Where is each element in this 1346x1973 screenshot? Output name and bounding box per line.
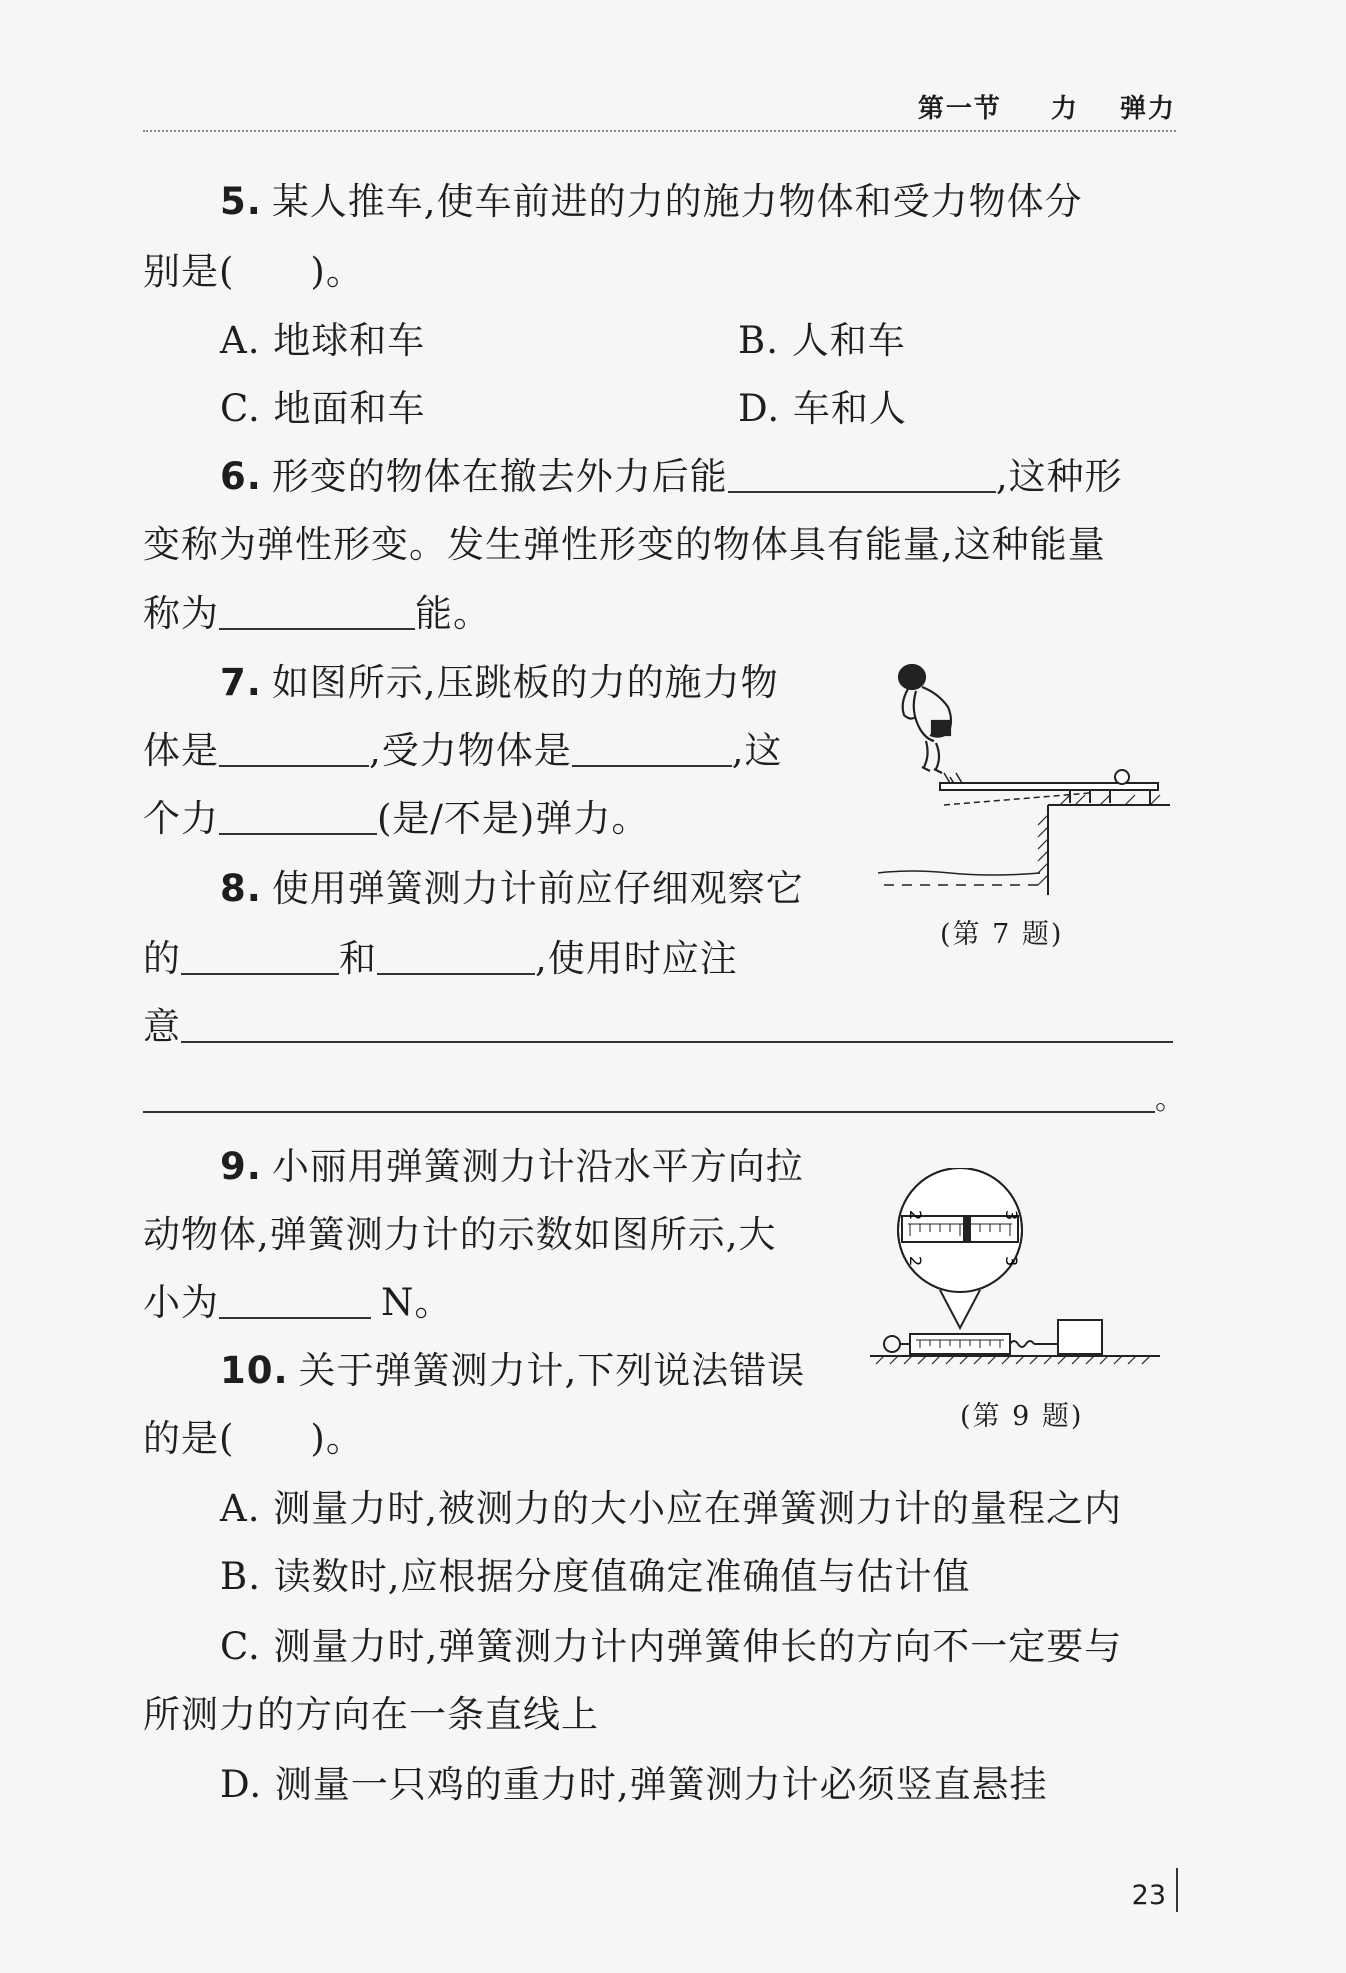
q5-option-b: B. 人和车 — [738, 319, 906, 362]
q7-text1: 如图所示,压跳板的力的施力物 — [271, 661, 779, 704]
pool-platform — [1038, 795, 1170, 895]
q10-option-c-line2: 所测力的方向在一条直线上 — [143, 1693, 599, 1736]
q9-blank1[interactable] — [219, 1287, 371, 1319]
header-title-a: 力 — [1050, 94, 1079, 124]
q9-text3b: N。 — [381, 1281, 453, 1324]
page-number-bar — [1176, 1868, 1178, 1912]
q7-text2a: 体是 — [143, 729, 219, 772]
page-number: 23 — [1131, 1880, 1166, 1911]
q5-option-a: A. 地球和车 — [220, 319, 426, 362]
q10-text1: 关于弹簧测力计,下列说法错误 — [298, 1349, 806, 1392]
scale-label-2-bottom: 2 — [906, 1256, 925, 1267]
q10-option-d: D. 测量一只鸡的重力时,弹簧测力计必须竖直悬挂 — [220, 1763, 1048, 1806]
q5-number: 5. — [220, 180, 262, 223]
running-header — [918, 88, 1176, 125]
spring-scale — [884, 1334, 1058, 1354]
q7-blank3[interactable] — [219, 803, 377, 835]
q9-figure-caption: (第 9 题) — [960, 1401, 1084, 1432]
q8-line2 — [143, 937, 738, 980]
q9-number: 9. — [220, 1145, 262, 1188]
q7-blank1[interactable] — [219, 735, 369, 767]
q10-line2: 的是( )。 — [143, 1417, 364, 1460]
q10-option-b: B. 读数时,应根据分度值确定准确值与估计值 — [220, 1555, 971, 1598]
q5-line2: 别是( )。 — [143, 250, 364, 293]
q8-line1 — [220, 867, 804, 910]
diver-icon — [899, 665, 962, 787]
q9-text1: 小丽用弹簧测力计沿水平方向拉 — [271, 1145, 804, 1188]
q7-line2 — [143, 729, 783, 772]
q7-text3a: 个力 — [143, 797, 219, 840]
scale-label-3-bottom: 3 — [1002, 1256, 1021, 1267]
q10-option-c-line1: C. 测量力时,弹簧测力计内弹簧伸长的方向不一定要与 — [220, 1625, 1123, 1668]
scale-label-2-top: 2 — [906, 1210, 925, 1221]
q7-text2b: ,受力物体是 — [369, 729, 572, 772]
q8-text3: 意 — [143, 1005, 181, 1048]
q8-text4: 。 — [1155, 1082, 1186, 1117]
q7-line3 — [143, 797, 650, 840]
q6-line2: 变称为弹性形变。发生弹性形变的物体具有能量,这种能量 — [143, 523, 1106, 566]
q9-line2: 动物体,弹簧测力计的示数如图所示,大 — [143, 1213, 777, 1256]
water-lines — [878, 871, 1040, 885]
springboard — [940, 770, 1158, 805]
q5-option-d: D. 车和人 — [738, 387, 907, 430]
q8-text2b: 和 — [339, 937, 377, 980]
q7-figure-caption: (第 7 题) — [940, 919, 1064, 950]
q6-text1b: ,这种形 — [995, 455, 1123, 498]
q8-line3 — [143, 1005, 1173, 1048]
q10-line1 — [220, 1349, 806, 1392]
header-dotted-rule — [143, 130, 1176, 132]
q8-text2a: 的 — [143, 937, 181, 980]
q10-option-a: A. 测量力时,被测力的大小应在弹簧测力计的量程之内 — [220, 1487, 1123, 1530]
q7-text2c: ,这 — [731, 729, 783, 772]
q10-number: 10. — [220, 1349, 289, 1392]
q7-blank2[interactable] — [572, 735, 732, 767]
q8-blank1[interactable] — [181, 943, 339, 975]
q6-text1a: 形变的物体在撤去外力后能 — [271, 455, 728, 498]
q8-blank3[interactable] — [181, 1011, 1173, 1043]
header-section: 第一节 — [917, 94, 1002, 124]
q5-stem1: 某人推车,使车前进的力的施力物体和受力物体分 — [271, 180, 1083, 223]
q8-text1: 使用弹簧测力计前应仔细观察它 — [271, 867, 804, 910]
q8-number: 8. — [220, 867, 262, 910]
q6-line3 — [143, 592, 491, 635]
scale-label-3-top: 3 — [1002, 1210, 1021, 1221]
q6-blank1[interactable] — [728, 461, 996, 493]
q9-text3a: 小为 — [143, 1281, 219, 1324]
q8-blank4[interactable] — [143, 1081, 1155, 1113]
q6-text3a: 称为 — [143, 592, 219, 635]
q9-line3 — [143, 1281, 453, 1324]
q7-diving-board-figure — [870, 655, 1180, 895]
q7-line1 — [220, 661, 779, 704]
q6-number: 6. — [220, 455, 262, 498]
q7-text3b: (是/不是)弹力。 — [377, 797, 650, 840]
q6-line1 — [220, 455, 1123, 498]
block-object — [1058, 1320, 1102, 1354]
q5-line1 — [220, 180, 1083, 223]
q6-text3b: 能。 — [415, 592, 491, 635]
q6-blank2[interactable] — [219, 598, 415, 630]
magnifier-callout — [898, 1168, 1022, 1328]
q9-line1 — [220, 1145, 804, 1188]
q8-line4 — [143, 1078, 1186, 1115]
q9-spring-scale-figure — [870, 1168, 1170, 1388]
header-title-b: 弹力 — [1119, 94, 1176, 124]
q5-option-c: C. 地面和车 — [220, 387, 426, 430]
q8-blank2[interactable] — [377, 943, 535, 975]
q8-text2c: ,使用时应注 — [535, 937, 738, 980]
q7-number: 7. — [220, 661, 262, 704]
table-surface — [870, 1356, 1160, 1364]
